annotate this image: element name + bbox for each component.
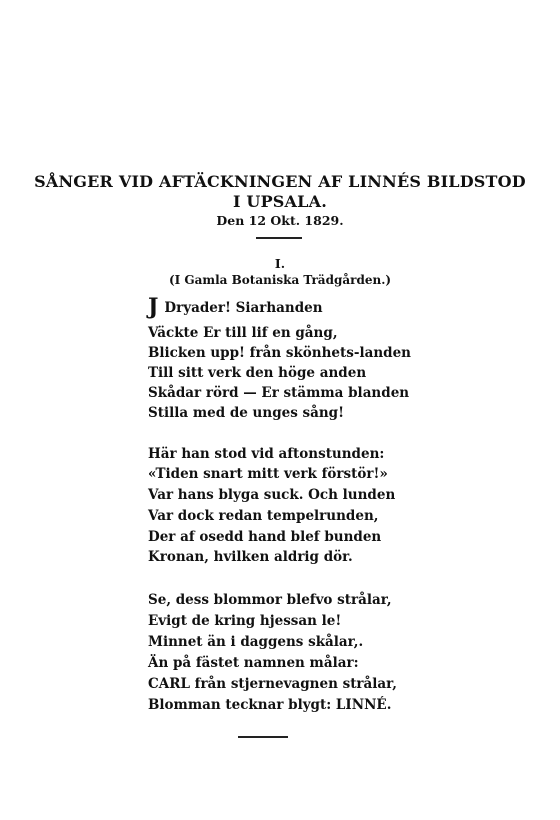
verse-line: Kronan, hvilken aldrig dör. <box>148 549 353 565</box>
drop-cap: J <box>148 294 159 320</box>
poem-title-location: I UPSALA. <box>232 192 328 211</box>
title-divider <box>256 237 302 239</box>
verse-line: «Tiden snart mitt verk förstör!» <box>148 466 388 482</box>
verse-line: Se, dess blommor blefvo strålar, <box>148 592 392 608</box>
verse-line: Minnet än i daggens skålar,. <box>148 634 364 650</box>
verse-line: Stilla med de unges sång! <box>148 405 345 421</box>
verse-line: Här han stod vid aftonstunden: <box>148 446 385 462</box>
verse-line: Blicken upp! från skönhets-landen <box>148 345 411 361</box>
verse-line <box>148 296 323 318</box>
section-subtitle: (I Gamla Botaniska Trädgården.) <box>168 273 392 287</box>
verse-line: Der af osedd hand blef bunden <box>148 529 382 545</box>
poem-title: SÅNGER VID AFTÄCKNINGEN AF LINNÉS BILDSTOD <box>34 172 526 191</box>
poem-date: Den 12 Okt. 1829. <box>216 213 344 228</box>
verse-line: Till sitt verk den höge anden <box>148 365 367 381</box>
verse-line-text: Dryader! Siarhanden <box>164 300 323 316</box>
verse-line: Var hans blyga suck. Och lunden <box>148 487 396 503</box>
verse-line: Var dock redan tempelrunden, <box>148 508 379 524</box>
verse-line: Väckte Er till lif en gång, <box>148 325 338 341</box>
verse-line: Blomman tecknar blygt: LINNÉ. <box>148 697 392 713</box>
section-number: I. <box>274 256 286 271</box>
verse-line: CARL från stjernevagnen strålar, <box>148 676 397 692</box>
verse-line: Än på fästet namnen målar: <box>148 655 359 671</box>
verse-line: Evigt de kring hjessan le! <box>148 613 342 629</box>
verse-line: Skådar rörd — Er stämma blanden <box>148 385 410 401</box>
end-divider <box>238 736 288 738</box>
